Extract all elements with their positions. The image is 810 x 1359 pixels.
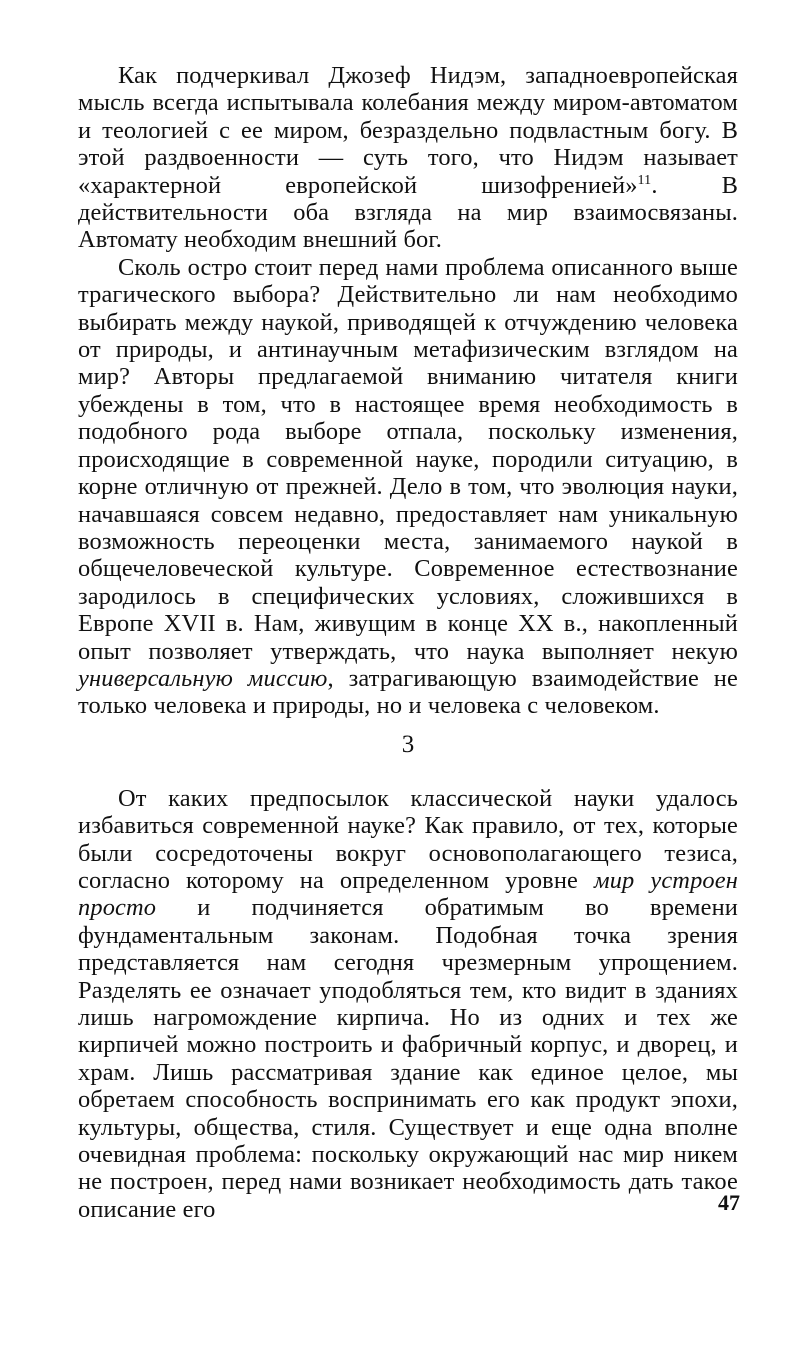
paragraph-3 — [78, 785, 738, 1224]
paragraph-2-emphasis: универсальную миссию — [78, 664, 328, 692]
paragraph-1 — [78, 62, 738, 254]
paragraph-2-text-b: , затрагивающую взаимодействие не только человека и природы, но и человека с человеком. — [78, 664, 738, 720]
paragraph-3-text-b: и подчиняется обратимым во времени фундаментальным законам. Подобная точка зрения представляется нам сегодня чрезмерным упрощением. Разделять ее означает уподобляться тем, кто видит в зданиях лишь нагромождение кирпича. Но из одних и тех же кирпичей можно построить и фабричный корпус, и дворец, и храм. Лишь рассматривая здание как единое целое, мы обретаем способность воспринимать его как продукт эпохи, культуры, общества, стиля. Существует и еще одна вполне очевидная проблема: поскольку окружающий нас мир никем не построен, перед нами возникает необходимость дать такое описание его — [78, 894, 738, 1223]
section-number: 3 — [401, 730, 415, 758]
page-body — [78, 62, 738, 1223]
paragraph-1-text-a: Как подчеркивал Джозеф Нидэм, западноевропейская мысль всегда испытывала колебания между миром-автоматом и теологией с ее миром, безраздельно подвластным богу. В этой раздвоенности — суть того, что Нидэм называет «характерной европейской шизофренией» — [78, 62, 738, 199]
paragraph-2 — [78, 254, 738, 720]
paragraph-1-text-b: . В действительности оба взгляда на мир взаимосвязаны. Автомату необходим внешний бог. — [78, 171, 738, 254]
footnote-reference: 11 — [637, 172, 652, 188]
paragraph-3-text-a: От каких предпосылок классической науки удалось избавиться современной науке? Как правило, от тех, которые были сосредоточены вокруг основополагающего тезиса, согласно которому на определенном уровне — [78, 784, 738, 894]
paragraph-2-text-a: Сколь остро стоит перед нами проблема описанного выше трагического выбора? Действительно ли нам необходимо выбирать между наукой, приводящей к отчуждению человека от природы, и антинаучным метафизическим взглядом на мир? Авторы предлагаемой вниманию читателя книги убеждены в том, что в настоящее время необходимость в подобного рода выборе отпала, поскольку изменения, происходящие в современной науке, породили ситуацию, в корне отличную от прежней. Дело в том, что эволюция науки, начавшаяся совсем недавно, предоставляет нам уникальную возможность переоценки места, занимаемого наукой в общечеловеческой культуре. Современное естествознание зародилось в специфических условиях, сложившихся в Европе XVII в. Нам, живущим в конце XX в., накопленный опыт позволяет утверждать, что наука выполняет некую — [78, 253, 738, 665]
paragraph-3-emphasis: мир устроен просто — [78, 866, 738, 922]
page-number: 47 — [718, 1190, 740, 1215]
